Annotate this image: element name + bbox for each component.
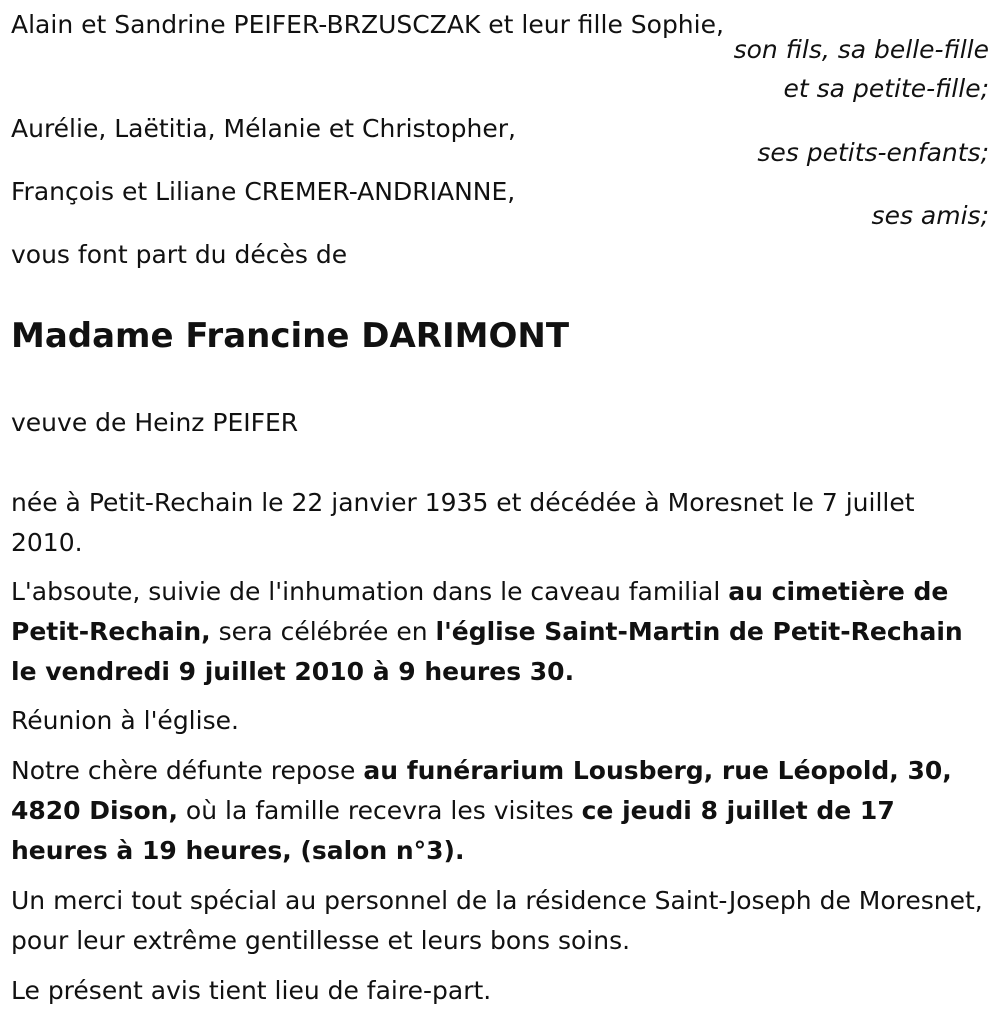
visitation-location: au funérarium Lousberg, rue Léopold, 30, 4820 Dison, xyxy=(11,756,952,825)
family-relation-2: ses petits-enfants; xyxy=(757,138,989,167)
family-relation-1a: son fils, sa belle-fille xyxy=(733,35,989,64)
ceremony-text-1: L'absoute, suivie de l'inhumation dans le caveau familial xyxy=(11,577,729,606)
visitation-text-2: où la famille recevra les visites xyxy=(177,796,582,825)
visitation-paragraph xyxy=(11,751,986,871)
family-line-3: François et Liliane CREMER-ANDRIANNE, xyxy=(11,177,516,206)
ceremony-paragraph xyxy=(11,572,986,692)
widow-of: veuve de Heinz PEIFER xyxy=(11,408,299,437)
family-line-2: Aurélie, Laëtitia, Mélanie et Christopher, xyxy=(11,114,516,143)
visitation-text-1: Notre chère défunte repose xyxy=(11,756,364,785)
family-relation-1b: et sa petite-fille; xyxy=(783,74,989,103)
thanks-paragraph: Un merci tout spécial au personnel de la résidence Saint-Joseph de Moresnet, pour leur extrême gentillesse et leurs bons soins. xyxy=(11,886,983,955)
announcement: vous font part du décès de xyxy=(11,240,348,269)
family-relation-3: ses amis; xyxy=(871,201,989,230)
meeting-paragraph: Réunion à l'église. xyxy=(11,706,239,735)
deceased-name: Madame Francine DARIMONT xyxy=(11,316,570,356)
closing-paragraph: Le présent avis tient lieu de faire-part. xyxy=(11,976,492,1005)
ceremony-cemetery: au cimetière de Petit-Rechain, xyxy=(11,577,949,646)
visitation-datetime: ce jeudi 8 juillet de 17 heures à 19 heures, (salon n°3). xyxy=(11,796,895,865)
ceremony-text-2: sera célébrée en xyxy=(210,617,436,646)
birth-death-paragraph: née à Petit-Rechain le 22 janvier 1935 et décédée à Moresnet le 7 juillet 2010. xyxy=(11,488,915,557)
family-line-1: Alain et Sandrine PEIFER-BRZUSCZAK et leur fille Sophie, xyxy=(11,10,724,39)
ceremony-church-datetime: l'église Saint-Martin de Petit-Rechain le vendredi 9 juillet 2010 à 9 heures 30. xyxy=(11,617,963,686)
